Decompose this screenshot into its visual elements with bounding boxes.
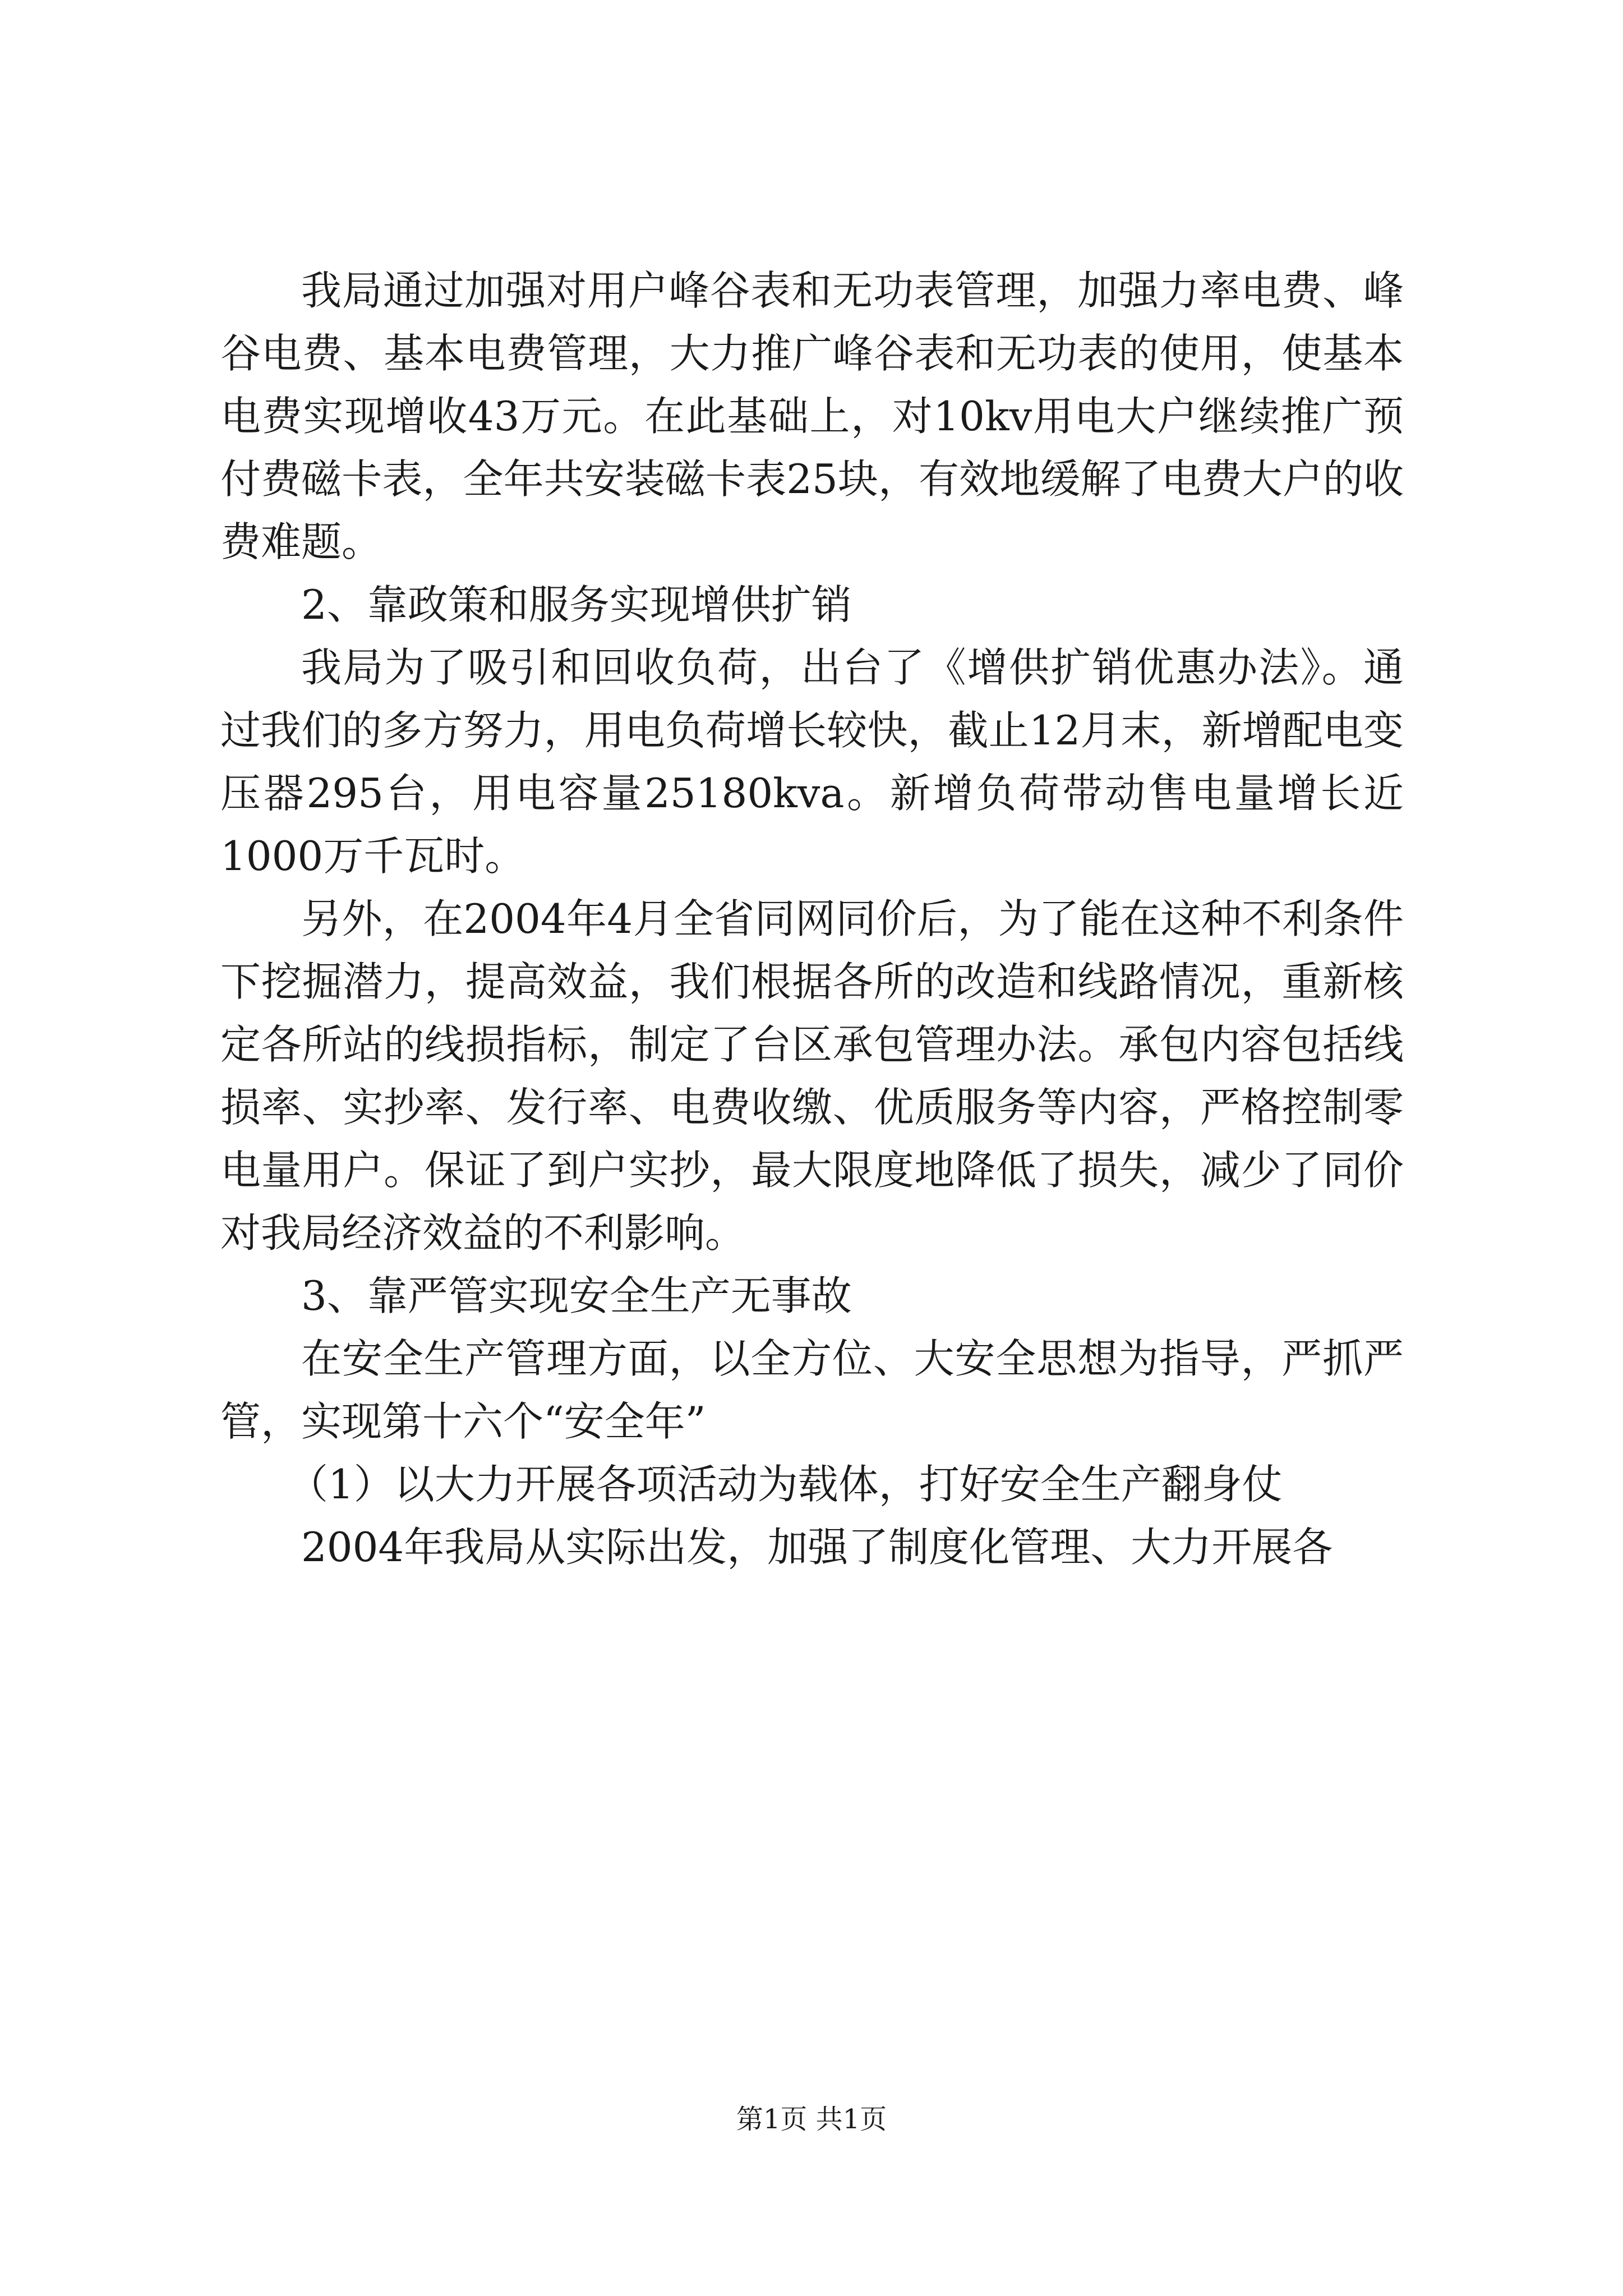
subsection-heading-1: （1）以大力开展各项活动为载体，打好安全生产翻身仗 [288,1461,1283,1508]
paragraph-revenue: 我局通过加强对用户峰谷表和无功表管理，加强力率电费、峰谷电费、基本电费管理，大力推广峰谷表和无功表的使用，使基本电费实现增收43万元。在此基础上，对10kv用电大户继续推广预付费磁卡表，全年共安装磁卡表25块，有效地缓解了电费大户的收费难题。 [220,267,1404,565]
document-body [220,259,1404,1579]
paragraph-safety: 在安全生产管理方面，以全方位、大安全思想为指导，严抓严管，实现第十六个“安全年” [220,1335,1404,1445]
section-heading-3: 3、靠严管实现安全生产无事故 [301,1272,852,1319]
section-heading-2: 2、靠政策和服务实现增供扩销 [301,581,852,628]
paragraph-2004: 2004年我局从实际出发，加强了制度化管理、大力开展各 [301,1524,1333,1571]
page-footer: 第1页 共1页 [736,2104,887,2135]
paragraph-line-loss: 另外，在2004年4月全省同网同价后，为了能在这种不利条件下挖掘潜力，提高效益，我们根据各所的改造和线路情况，重新核定各所站的线损指标，制定了台区承包管理办法。承包内容包括线损率、实抄率、发行率、电费收缴、优质服务等内容，严格控制零电量用户。保证了到户实抄，最大限度地降低了损失，减少了同价对我局经济效益的不利影响。 [220,895,1404,1257]
paragraph-sales-policy: 我局为了吸引和回收负荷，出台了《增供扩销优惠办法》。通过我们的多方努力，用电负荷增长较快，截止12月末，新增配电变压器295台，用电容量25180kva。新增负荷带动售电量增长近1000万千瓦时。 [220,644,1404,880]
